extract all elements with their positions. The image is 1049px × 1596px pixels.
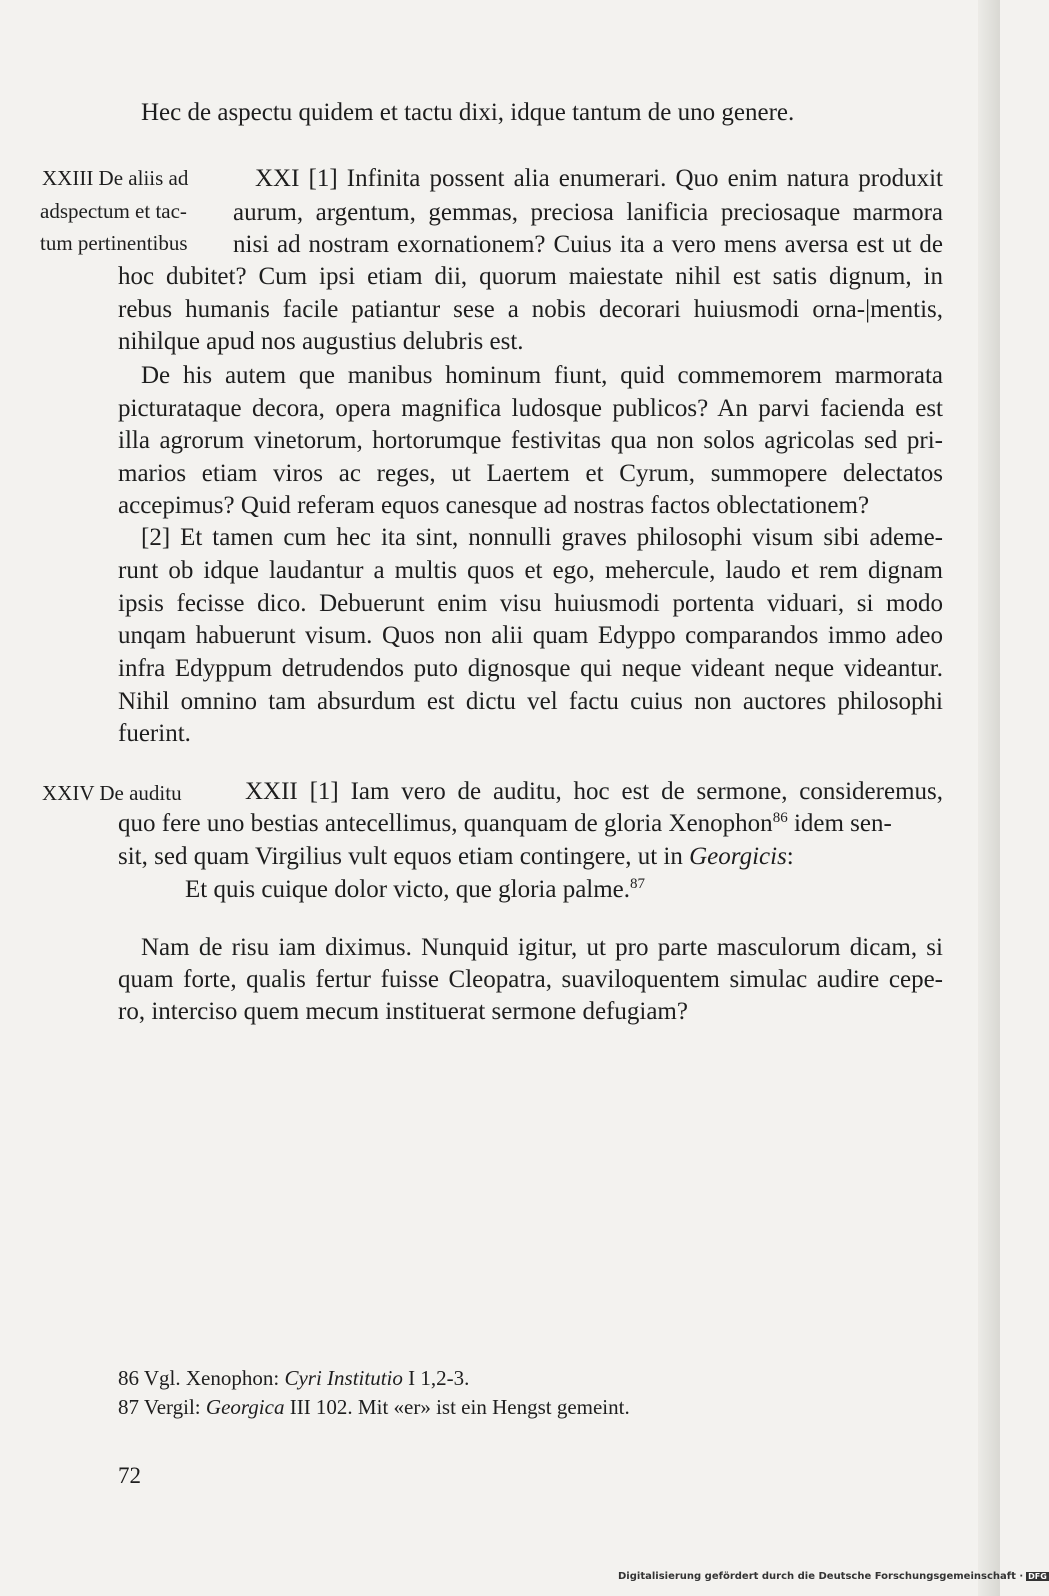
p3-line: infra Edyppum detrudendos puto dignosque qui neque videant neque videantur. <box>118 655 943 682</box>
margin-note-xxiii-3: tum pertinentibus <box>40 231 188 255</box>
footnote-text: 86 Vgl. Xenophon: <box>118 1366 285 1390</box>
footnote-text: 87 Vergil: <box>118 1395 206 1419</box>
p3-line: Nihil omnino tam absurdum est dictu vel factu cuius non auctores philosophi <box>118 688 943 715</box>
footnote-title: Georgica <box>205 1395 285 1419</box>
footnote-ref-86[interactable]: 86 <box>772 810 788 826</box>
verse-text: Et quis cuique dolor victo, que gloria palme. <box>185 876 631 903</box>
footnote-text: I 1,2-3. <box>402 1366 470 1390</box>
p1-line: hoc dubitet? Cum ipsi etiam dii, quorum maiestate nihil est satis dignum, in <box>118 263 943 290</box>
footnote-title: Cyri Institutio <box>284 1366 403 1390</box>
margin-note-xxiii-1: XXIII De aliis ad <box>42 166 189 190</box>
p4-text: : <box>786 843 794 870</box>
footnote-87 <box>118 1392 630 1422</box>
p2-line: marios etiam viros ac reges, ut Laertem et Cyrum, summopere delectatos <box>118 460 943 487</box>
intro-line: Hec de aspectu quidem et tactu dixi, idque tantum de uno genere. <box>141 99 795 126</box>
p3-line: fuerint. <box>118 720 191 747</box>
p4-italic: Georgicis <box>689 843 787 870</box>
p4-text: quo fere uno bestias antecellimus, quanquam de gloria Xenophon <box>118 810 773 837</box>
p4-line-2 <box>118 808 943 840</box>
page-number: 72 <box>118 1463 141 1488</box>
p2-line: illa agrorum vinetorum, hortorumque festivitas qua non solos agricolas sed pri- <box>118 427 943 454</box>
p2-line: accepimus? Quid referam equos canesque ad nostras factos oblectationem? <box>118 492 870 519</box>
p4-line-3 <box>118 841 794 873</box>
p4-text: idem sen- <box>787 810 892 837</box>
verse-quote <box>185 874 645 906</box>
p1-line: rebus humanis facile patiantur sese a nobis decorari huiusmodi orna-|mentis, <box>118 296 943 323</box>
p5-line: ro, interciso quem mecum instituerat sermone defugiam? <box>118 998 688 1025</box>
p4-line: XXII [1] Iam vero de auditu, hoc est de sermone, consideremus, <box>245 778 943 805</box>
p3-line: [2] Et tamen cum hec ita sint, nonnulli graves philosophi visum sibi ademe- <box>141 524 943 551</box>
p1-line: XXI [1] Infinita possent alia enumerari. Quo enim natura produxit <box>255 165 943 192</box>
p2-line: picturataque decora, opera magnifica ludosque publicos? An parvi facienda est <box>118 395 943 422</box>
p5-line: quam forte, qualis fertur fuisse Cleopatra, suaviloquentem simulac audire cepe- <box>118 966 943 993</box>
p3-line: unqam habuerunt visum. Quos non alii quam Edyppo comparandos immo adeo <box>118 622 943 649</box>
digitization-credit <box>618 1571 1049 1582</box>
dfg-logo: DFG <box>1028 1572 1047 1581</box>
credit-text: Digitalisierung gefördert durch die Deutsche Forschungsgemeinschaft · <box>618 1571 1024 1582</box>
page-edge <box>978 0 1000 1596</box>
p2-line: De his autem que manibus hominum fiunt, quid commemorem marmorata <box>141 362 943 389</box>
margin-note-xxiv: XXIV De auditu <box>42 781 182 805</box>
p1-line: nisi ad nostram exornationem? Cuius ita a vero mens aversa est ut de <box>233 231 943 258</box>
p1-line: aurum, argentum, gemmas, preciosa lanificia preciosaque marmora <box>233 199 943 226</box>
p3-line: runt ob idque laudantur a multis quos et ego, mehercule, laudo et rem dignam <box>118 557 943 584</box>
footnote-text: III 102. Mit «er» ist ein Hengst gemeint. <box>284 1395 630 1419</box>
p1-line: nihilque apud nos augustius delubris est. <box>118 328 524 355</box>
footnote-86 <box>118 1363 469 1393</box>
p3-line: ipsis fecisse dico. Debuerunt enim visu huiusmodi portenta viduari, si modo <box>118 590 943 617</box>
margin-note-xxiii-2: adspectum et tac- <box>40 199 187 223</box>
p4-text: sit, sed quam Virgilius vult equos etiam contingere, ut in <box>118 843 690 870</box>
footnote-ref-87[interactable]: 87 <box>630 876 646 892</box>
p5-line: Nam de risu iam diximus. Nunquid igitur, ut pro parte masculorum dicam, si <box>141 934 943 961</box>
